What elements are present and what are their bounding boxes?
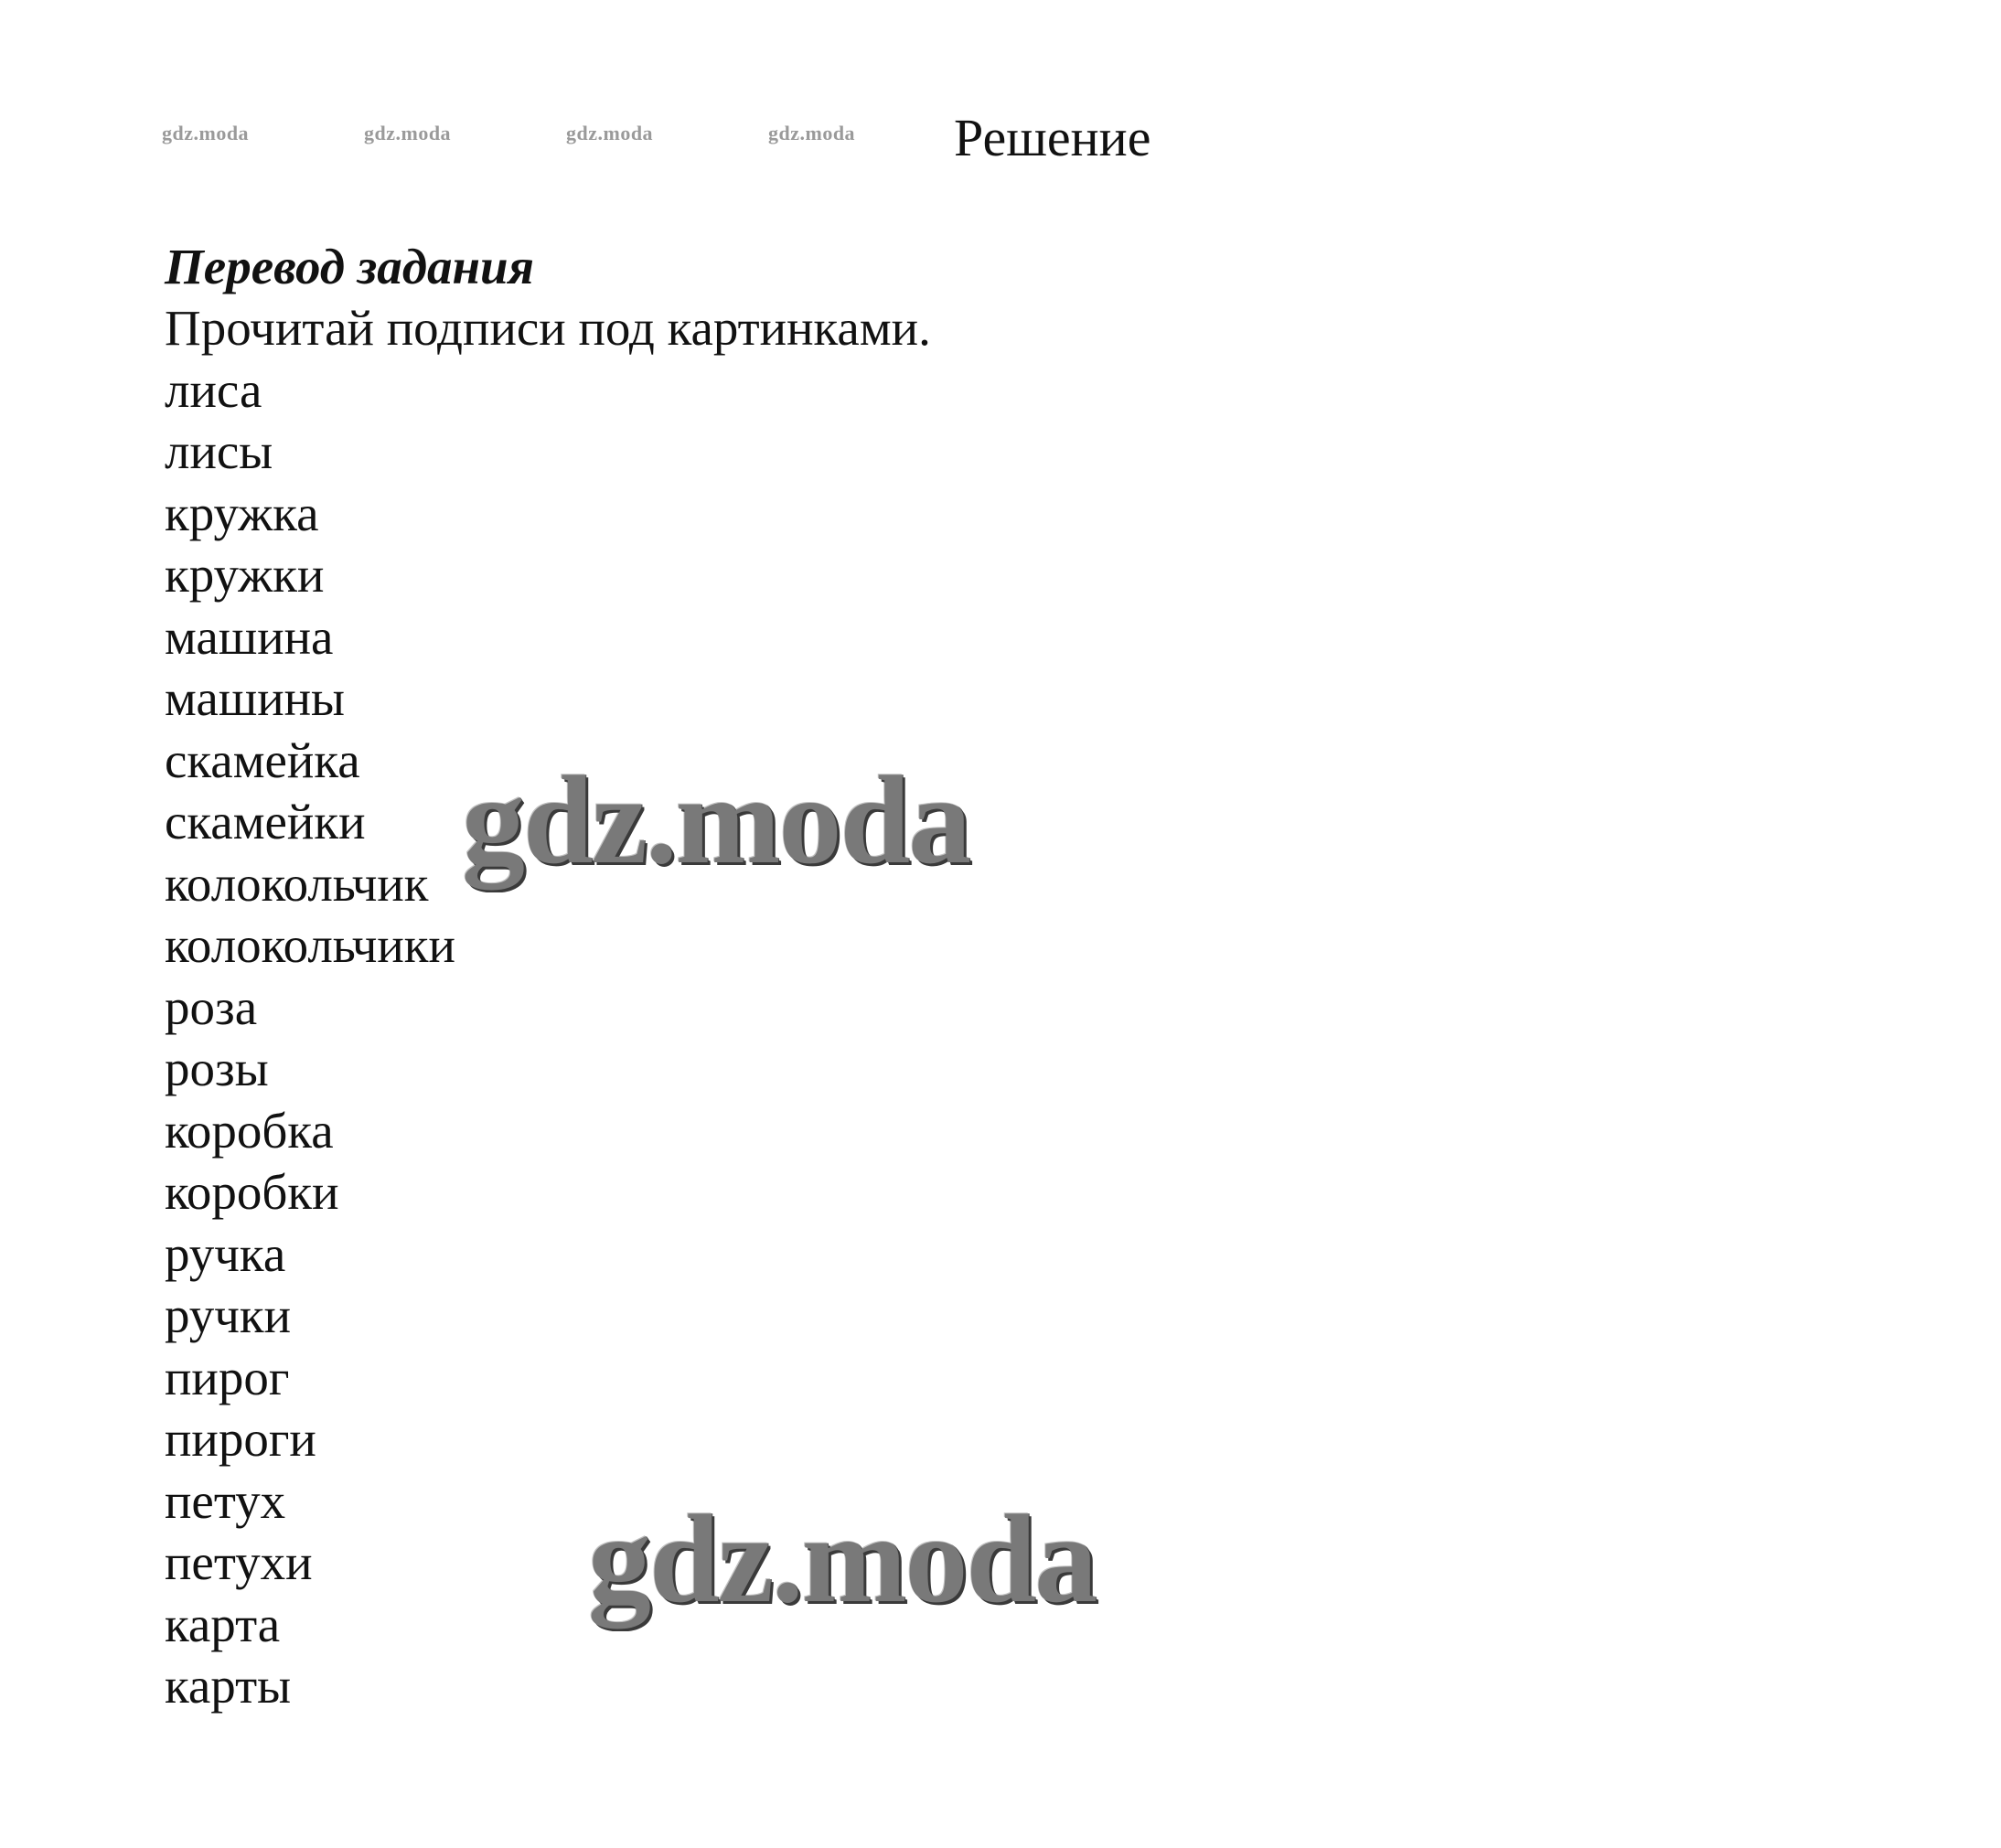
word-item: лиса — [165, 361, 262, 418]
word-item: скамейка — [165, 732, 360, 788]
word-item: пирог — [165, 1349, 290, 1405]
word-item: петух — [165, 1472, 286, 1529]
word-item: ручка — [165, 1225, 286, 1282]
word-item: розы — [165, 1041, 269, 1096]
document-body — [165, 236, 1445, 1717]
watermark-small: gdz.moda — [364, 122, 452, 144]
word-item: пироги — [165, 1411, 316, 1467]
watermark-small: gdz.moda — [162, 122, 250, 144]
word-item: коробка — [165, 1102, 334, 1159]
word-list — [165, 359, 1445, 1717]
word-item: коробки — [165, 1164, 339, 1220]
word-item: машины — [165, 670, 346, 726]
word-item: колокольчик — [165, 855, 429, 912]
word-item: колокольчики — [165, 917, 455, 973]
word-item: карта — [165, 1596, 281, 1652]
word-item: кружки — [165, 547, 325, 603]
watermark-small: gdz.moda — [566, 122, 654, 144]
word-item: лисы — [165, 423, 273, 479]
page-heading: Решение — [954, 108, 1151, 167]
word-item: машина — [165, 608, 334, 665]
word-item: скамейки — [165, 794, 366, 849]
watermark-large: gdz.moda — [588, 1489, 1097, 1629]
watermark-header-row — [162, 122, 985, 149]
section-title: Перевод задания — [165, 239, 534, 294]
word-item: роза — [165, 978, 258, 1035]
watermark-large: gdz.moda — [462, 750, 970, 890]
watermark-small: gdz.moda — [768, 122, 856, 144]
word-item: кружка — [165, 485, 319, 541]
word-item: карты — [165, 1658, 292, 1714]
instruction-text: Прочитай подписи под картинками. — [165, 300, 931, 356]
word-item: петухи — [165, 1534, 313, 1590]
word-item: ручки — [165, 1287, 292, 1343]
